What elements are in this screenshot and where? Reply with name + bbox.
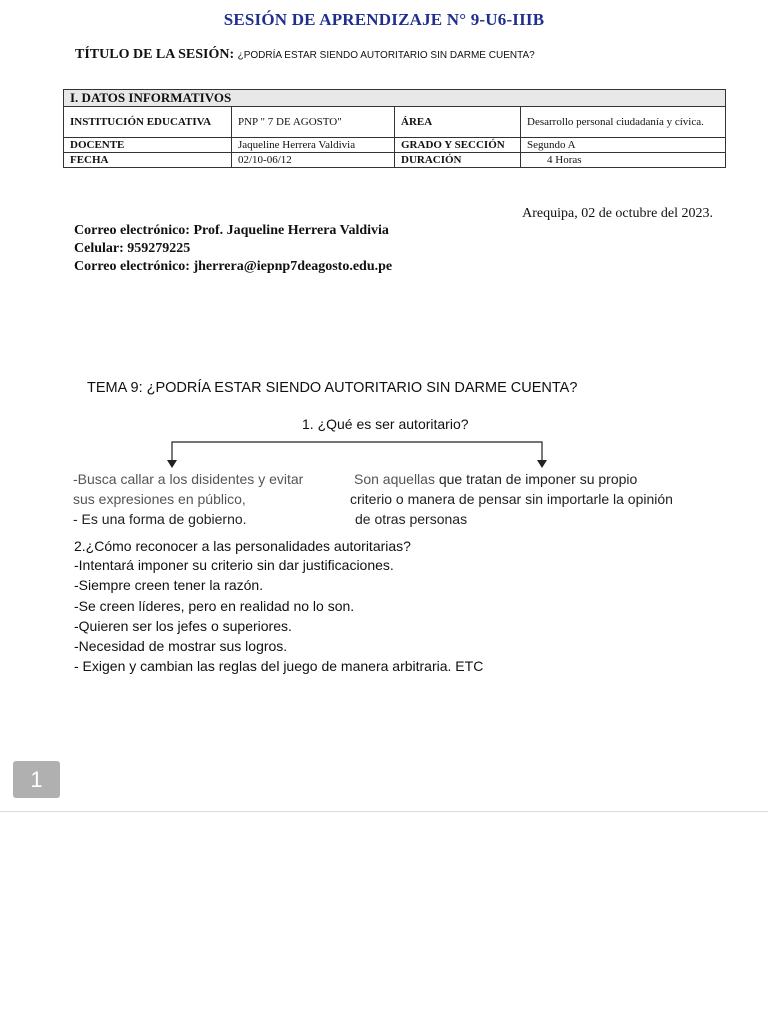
place-date: Arequipa, 02 de octubre del 2023.	[522, 206, 713, 221]
list-item: -Intentará imponer su criterio sin dar justificaciones.	[74, 557, 394, 573]
session-title	[75, 47, 535, 63]
info-table-header: I. DATOS INFORMATIVOS	[64, 90, 726, 107]
tema-heading: TEMA 9: ¿PODRÍA ESTAR SIENDO AUTORITARIO SIN DARME CUENTA?	[87, 380, 578, 396]
left-arrowhead	[167, 460, 177, 468]
left-definition-line-1: -Busca callar a los disidentes y evitar	[73, 471, 304, 487]
left-definition-line-2: sus expresiones en público,	[73, 491, 246, 507]
contact-email-name: Correo electrónico: Prof. Jaqueline Herrera Valdivia	[74, 223, 389, 238]
grado-value: Segundo A	[521, 138, 726, 153]
list-item: -Necesidad de mostrar sus logros.	[74, 638, 288, 655]
contact-phone: Celular: 959279225	[74, 241, 191, 256]
info-table	[63, 89, 726, 168]
right-definition	[350, 469, 673, 529]
traits-list	[74, 555, 483, 677]
right-arrowhead	[537, 460, 547, 468]
contact-block	[74, 222, 392, 276]
area-value: Desarrollo personal ciudadanía y cívica.	[521, 107, 726, 138]
list-item: -Siempre creen tener la razón.	[74, 577, 264, 594]
question-1: 1. ¿Qué es ser autoritario?	[302, 416, 469, 432]
contact-email: Correo electrónico: jherrera@iepnp7deagosto.edu.pe	[74, 259, 393, 274]
institucion-value: PNP " 7 DE AGOSTO"	[232, 107, 395, 138]
right-definition-line-1a: Son aquellas	[354, 471, 439, 487]
session-title-label: TÍTULO DE LA SESIÓN:	[75, 47, 235, 62]
duracion-label: DURACIÓN	[395, 153, 521, 168]
right-definition-line-1	[350, 469, 673, 489]
page-divider	[0, 811, 768, 812]
right-definition-line-1b: que tratan de imponer su propio	[438, 471, 638, 487]
document-title: SESIÓN DE APRENDIZAJE N° 9-U6-IIIB	[223, 10, 545, 29]
left-definition	[73, 469, 303, 529]
bracket-arrows-diagram	[160, 430, 560, 470]
docente-value: Jaqueline Herrera Valdivia	[232, 138, 395, 153]
institucion-label: INSTITUCIÓN EDUCATIVA	[64, 107, 232, 138]
fecha-value: 02/10-06/12	[232, 153, 395, 168]
session-title-value: ¿PODRÍA ESTAR SIENDO AUTORITARIO SIN DARME CUENTA?	[237, 50, 535, 61]
right-definition-line-2: criterio o manera de pensar sin importarle la opinión	[350, 491, 673, 507]
left-definition-line-3: - Es una forma de gobierno.	[73, 511, 247, 527]
list-item: - Exigen y cambian las reglas del juego de manera arbitraria. ETC	[74, 658, 484, 675]
list-item: -Quieren ser los jefes o superiores.	[74, 617, 292, 634]
fecha-label: FECHA	[64, 153, 232, 168]
area-label: ÁREA	[395, 107, 521, 138]
duracion-value: 4 Horas	[521, 153, 726, 168]
list-item: -Se creen líderes, pero en realidad no lo son.	[74, 597, 355, 614]
grado-label: GRADO Y SECCIÓN	[395, 138, 521, 153]
question-2: 2.¿Cómo reconocer a las personalidades autoritarias?	[74, 538, 411, 554]
page-number-badge[interactable]: 1	[13, 761, 60, 798]
bracket-line	[172, 442, 542, 466]
docente-label: DOCENTE	[64, 138, 232, 153]
right-definition-line-3: de otras personas	[355, 511, 468, 527]
